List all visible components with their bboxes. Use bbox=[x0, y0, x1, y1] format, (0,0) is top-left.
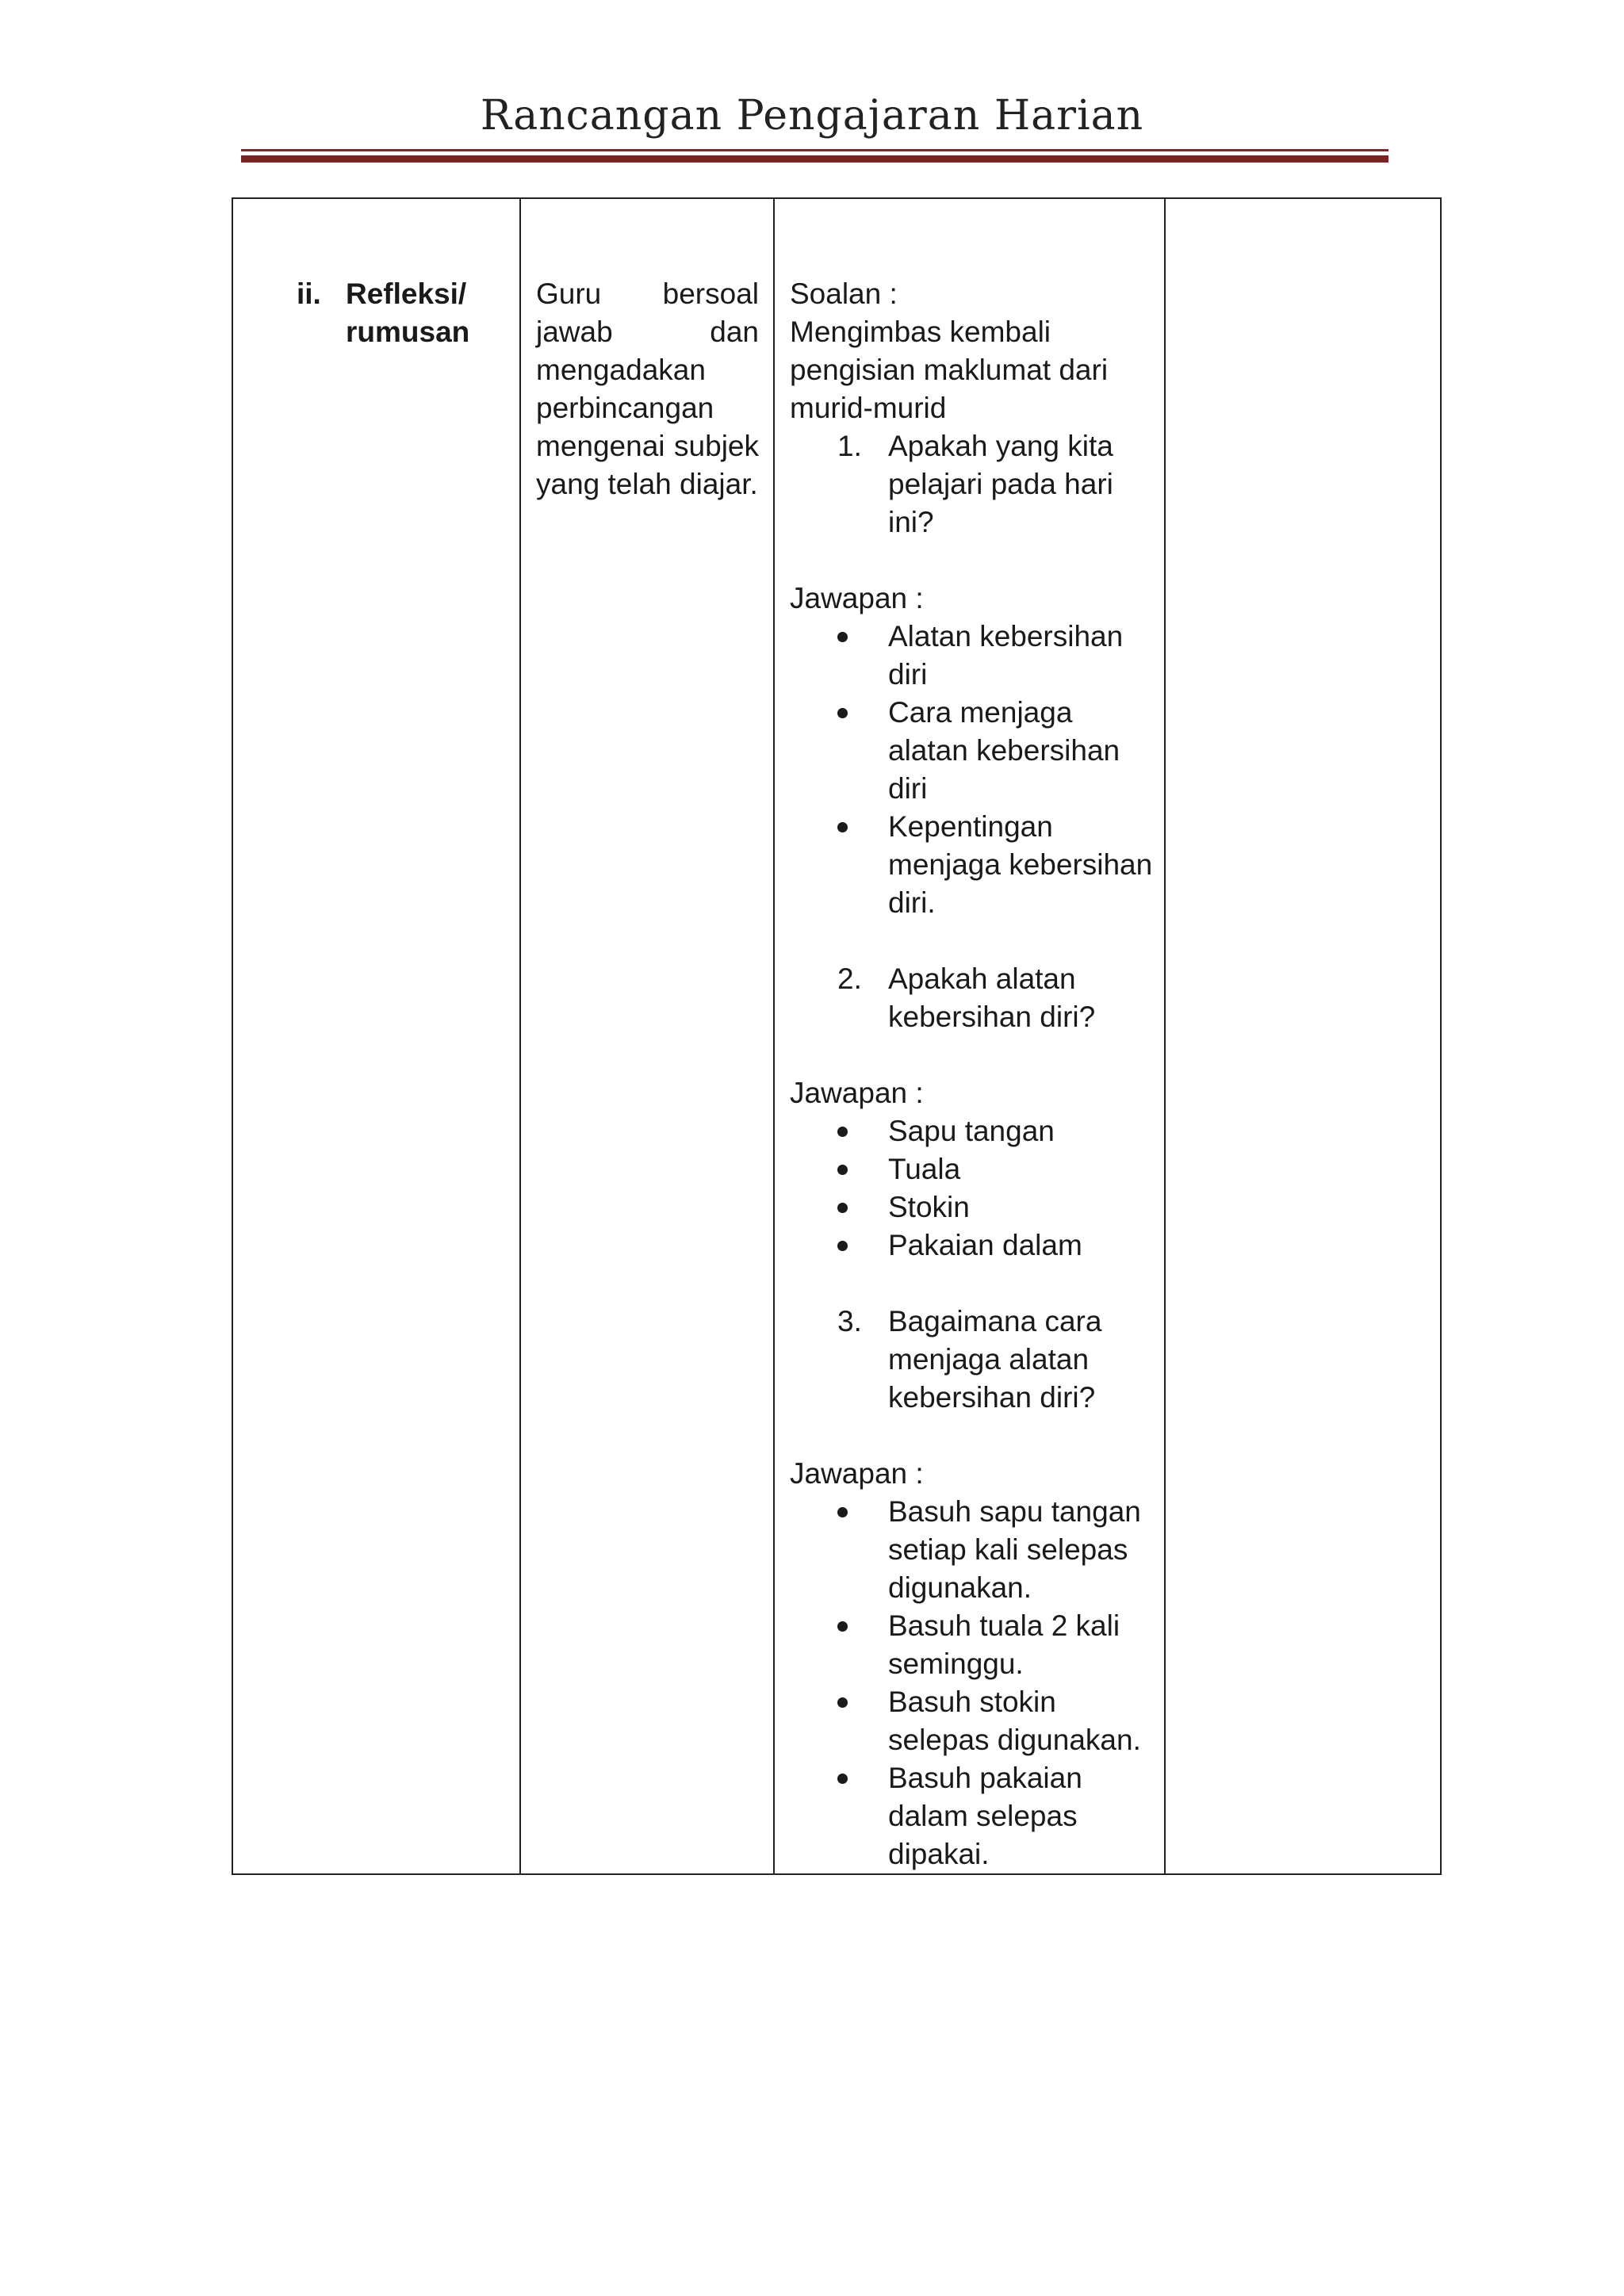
question-item bbox=[790, 1303, 1156, 1417]
bullet-icon bbox=[836, 1607, 888, 1683]
stage-heading bbox=[233, 275, 519, 351]
list-item: Alatan kebersihan diri bbox=[790, 618, 1156, 694]
answer-heading: Jawapan : bbox=[790, 582, 924, 614]
list-item: Basuh tuala 2 kali seminggu. bbox=[790, 1607, 1156, 1683]
question-number: 3. bbox=[837, 1305, 862, 1337]
bullet-icon bbox=[836, 1493, 888, 1607]
header-divider-thin-line bbox=[241, 149, 1388, 151]
question-text: Apakah yang kita pelajari pada hari ini? bbox=[888, 430, 1113, 538]
header-divider bbox=[241, 149, 1388, 163]
stage-label-line-1: Refleksi/ bbox=[346, 277, 467, 310]
question-number: 2. bbox=[837, 962, 862, 995]
activity-cell bbox=[520, 198, 774, 1874]
question-number: 1. bbox=[837, 430, 862, 462]
answer-list bbox=[790, 618, 1156, 922]
list-item: Basuh pakaian dalam selepas dipakai. bbox=[790, 1759, 1156, 1873]
bullet-icon bbox=[836, 694, 888, 808]
bullet-icon bbox=[836, 618, 888, 694]
list-item: Basuh sapu tangan setiap kali selepas digunakan. bbox=[790, 1493, 1156, 1607]
bullet-icon bbox=[836, 1112, 888, 1150]
notes-cell bbox=[1165, 198, 1441, 1874]
bullet-icon bbox=[836, 1188, 888, 1226]
question-item bbox=[790, 960, 1156, 1036]
list-item: Cara menjaga alatan kebersihan diri bbox=[790, 694, 1156, 808]
answer-heading: Jawapan : bbox=[790, 1457, 924, 1490]
bullet-icon bbox=[836, 1759, 888, 1873]
bullet-icon bbox=[836, 1683, 888, 1759]
lesson-plan-table bbox=[232, 197, 1442, 1875]
question-item bbox=[790, 427, 1156, 541]
page-header-title: Rancangan Pengajaran Harian bbox=[480, 92, 1144, 140]
table-row bbox=[232, 198, 1441, 1874]
stage-label-line-2: rumusan bbox=[346, 316, 470, 348]
answer-heading: Jawapan : bbox=[790, 1077, 924, 1109]
bullet-icon bbox=[836, 808, 888, 922]
activity-text: Guru bersoal jawab dan mengadakan perbincangan mengenai subjek yang telah diajar. bbox=[536, 277, 759, 500]
question-text: Bagaimana cara menjaga alatan kebersihan diri? bbox=[888, 1305, 1102, 1414]
list-item: Kepentingan menjaga kebersihan diri. bbox=[790, 808, 1156, 922]
list-item: Pakaian dalam bbox=[790, 1226, 1156, 1265]
question-intro: Mengimbas kembali pengisian maklumat dari murid-murid bbox=[790, 316, 1109, 424]
list-item: Stokin bbox=[790, 1188, 1156, 1226]
stage-numeral: ii. bbox=[297, 277, 321, 310]
question-heading: Soalan : bbox=[790, 277, 898, 310]
question-text: Apakah alatan kebersihan diri? bbox=[888, 962, 1096, 1033]
answer-list bbox=[790, 1112, 1156, 1265]
bullet-icon bbox=[836, 1226, 888, 1265]
content-cell bbox=[774, 198, 1165, 1874]
header-divider-thick-line bbox=[241, 155, 1388, 163]
list-item: Tuala bbox=[790, 1150, 1156, 1188]
stage-label bbox=[346, 275, 488, 351]
answer-list bbox=[790, 1493, 1156, 1873]
notes-text bbox=[1166, 199, 1440, 275]
list-item: Sapu tangan bbox=[790, 1112, 1156, 1150]
list-item: Basuh stokin selepas digunakan. bbox=[790, 1683, 1156, 1759]
bullet-icon bbox=[836, 1150, 888, 1188]
stage-cell bbox=[232, 198, 520, 1874]
